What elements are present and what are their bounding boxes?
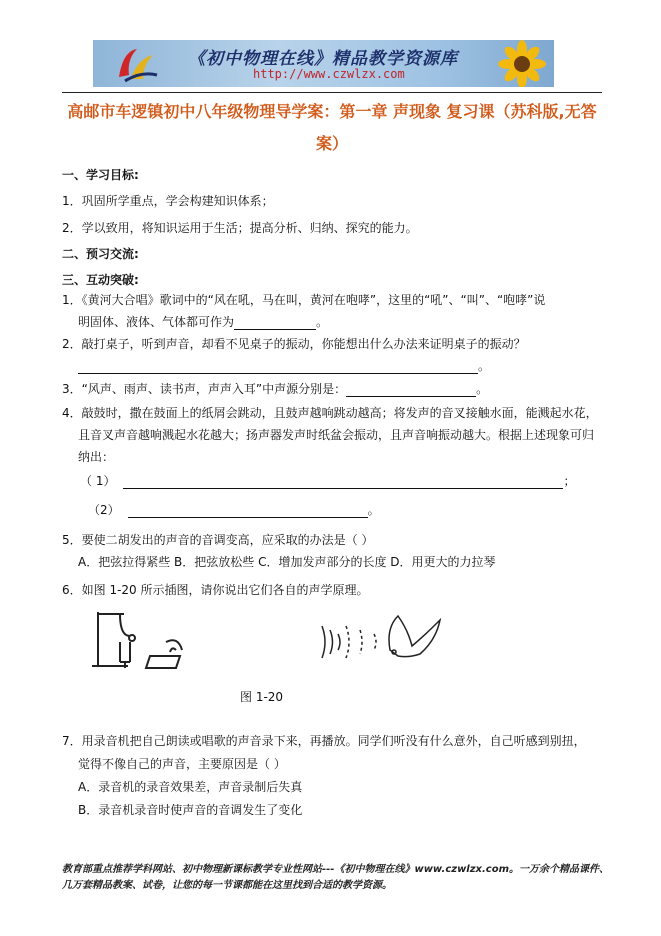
question-1-end: 。: [316, 315, 329, 329]
question-2-end: 。: [478, 359, 491, 373]
question-4-sub-2-label: （2）: [88, 503, 120, 517]
sunflower-icon: [490, 40, 554, 87]
figure-illustration: [90, 606, 450, 681]
site-logo-icon: [115, 45, 159, 83]
question-5-options: A．把弦拉得紧些 B．把弦放松些 C．增加发声部分的长度 D．用更大的力拉琴: [78, 555, 496, 569]
question-4-sub-2-blank[interactable]: [128, 505, 368, 518]
question-4-sub-1-label: （ 1）: [80, 474, 116, 488]
question-4-sub-2-end: 。: [367, 503, 380, 517]
document-title: [62, 96, 602, 160]
section-interaction-heading: 三、互动突破:: [62, 273, 139, 287]
question-4-sub-2: [88, 501, 380, 518]
question-2-answer-blank[interactable]: [78, 361, 478, 374]
question-3-answer-blank[interactable]: [346, 384, 476, 397]
header-banner: [93, 40, 554, 87]
question-2-answer-line: [78, 357, 490, 374]
question-1-line2: [78, 313, 328, 330]
document-title-line1: 高邮市车逻镇初中八年级物理导学案：第一章 声现象 复习课（苏科版,无答: [67, 102, 597, 121]
objective-item-1: 1．巩固所学重点，学会构建知识体系；: [62, 194, 274, 208]
question-1-prompt: 明固体、液体、气体都可作为: [78, 315, 235, 329]
question-4-sub-1-end: ；: [563, 474, 576, 488]
question-3-line: [62, 380, 488, 397]
footer-line1: 教育部重点推荐学科网站、初中物理新课标教学专业性网站---《初中物理在线》www.czwlzx.com。一万余个精品课件、: [62, 864, 610, 875]
bat-echolocation-icon: [322, 616, 440, 658]
page-footer: [62, 862, 622, 894]
question-2-line1: 2．敲打桌子，听到声音，却看不见桌子的振动，你能想出什么办法来证明桌子的振动？: [62, 337, 526, 351]
question-3-end: 。: [476, 382, 489, 396]
question-4-line3: 纳出：: [78, 450, 115, 464]
question-4-line1: 4．敲鼓时，撒在鼓面上的纸屑会跳动，且鼓声越响跳动越高；将发声的音叉接触水面，能溅起水花，: [62, 406, 598, 420]
question-7-option-a: A．录音机的录音效果差，声音录制后失真: [78, 780, 303, 794]
question-7-option-b: B．录音机录音时使声音的音调发生了变化: [78, 803, 303, 817]
question-7-line1: 7．用录音机把自己朗读或唱歌的声音录下来，再播放。同学们听没有什么意外，自己听感到别扭，: [62, 734, 586, 748]
tuning-fork-apparatus-icon: [92, 612, 182, 668]
document-title-line2: 案）: [315, 134, 348, 153]
question-1-answer-blank[interactable]: [234, 317, 316, 330]
objective-item-2: 2．学以致用，将知识运用于生活；提高分析、归纳、探究的能力。: [62, 221, 418, 235]
question-6-line1: 6．如图 1-20 所示插图，请你说出它们各自的声学原理。: [62, 583, 369, 597]
question-4-line2: 且音叉声音越响溅起水花越大；扬声器发声时纸盆会振动，且声音响振动越大。根据上述现象可归: [78, 428, 595, 442]
question-3-prompt: 3．“风声、雨声、读书声，声声入耳”中声源分别是：: [62, 382, 347, 396]
section-preview-heading: 二、预习交流:: [62, 247, 139, 261]
question-5-line1: 5．要使二胡发出的声音的音调变高，应采取的办法是（ ）: [62, 533, 374, 547]
footer-line2: 几万套精品教案、试卷，让您的每一节课都能在这里找到合适的教学资源。: [62, 880, 392, 891]
section-objectives-heading: 一、学习目标:: [62, 168, 139, 182]
banner-url[interactable]: http://www.czwlzx.com: [253, 67, 405, 81]
header-divider: [62, 92, 602, 93]
question-7-line2: 觉得不像自己的声音，主要原因是（ ）: [78, 757, 286, 771]
question-4-sub-1: [80, 472, 575, 489]
figure-1-20: [90, 606, 450, 681]
question-4-sub-1-blank[interactable]: [123, 476, 563, 489]
figure-caption: 图 1-20: [240, 690, 284, 704]
banner-title: 《初中物理在线》精品教学资源库: [188, 49, 458, 69]
question-1-line1: 1．《黄河大合唱》歌词中的“风在吼，马在叫，黄河在咆哮”，这里的“吼”、“叫”、“咆哮”说: [62, 293, 546, 307]
